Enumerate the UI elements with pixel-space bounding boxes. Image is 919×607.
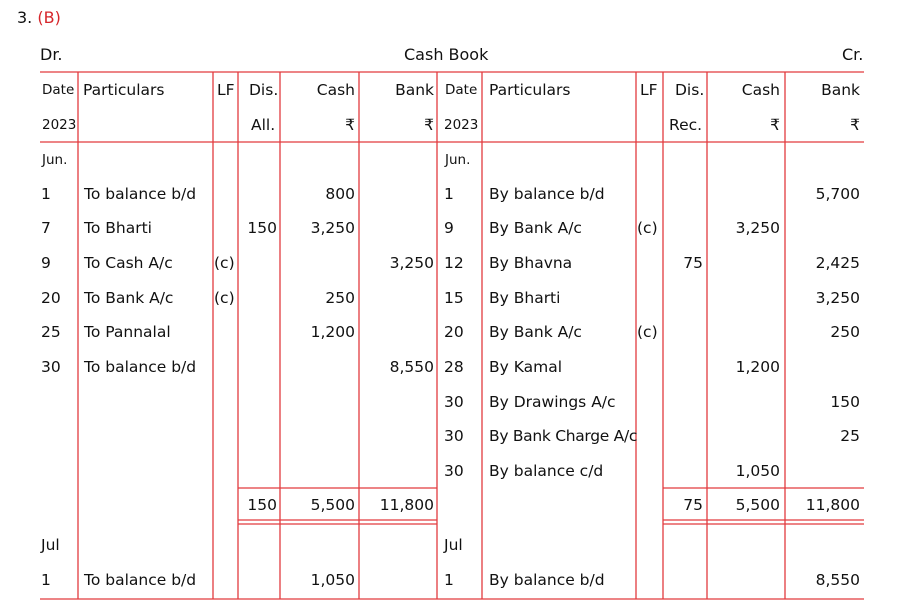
credit-header-year: 2023 [444,117,479,133]
credit-total-bank: 11,800 [805,496,860,514]
debit-row-lf: (c) [214,254,235,272]
debit-header-cash: Cash [316,81,355,99]
debit-header-bank: Bank [395,81,434,99]
credit-opening-bank: 8,550 [815,571,860,589]
debit-row-date: 9 [41,254,51,272]
credit-row-particulars: By Drawings A/c [489,393,616,411]
credit-row-cash: 3,250 [735,219,780,237]
debit-header-particulars: Particulars [83,81,165,99]
credit-row-particulars: By Bank A/c [489,323,582,341]
credit-header-dis-sub: Rec. [669,116,703,134]
debit-row-cash: 800 [325,185,355,203]
debit-total-dis: 150 [247,496,277,514]
credit-row-date: 30 [444,427,464,445]
credit-header-lf: LF [640,81,658,99]
credit-row-particulars: By balance b/d [489,185,605,203]
debit-header-cash-rupee: ₹ [345,116,355,134]
debit-header-lf: LF [217,81,235,99]
credit-row-particulars: By Bank Charge A/c [489,427,638,445]
debit-total-bank: 11,800 [379,496,434,514]
debit-row-particulars: To balance b/d [84,185,197,203]
credit-row-date: 1 [444,185,454,203]
debit-opening-date: 1 [41,571,51,589]
debit-row-cash: 1,200 [310,323,355,341]
answer-label: (B) [37,8,61,27]
credit-row-date: 9 [444,219,454,237]
debit-row-cash: 250 [325,289,355,307]
question-label: 3. [17,8,33,27]
credit-row-date: 20 [444,323,464,341]
cr-label: Cr. [842,45,864,64]
debit-row-lf: (c) [214,289,235,307]
credit-row-particulars: By balance c/d [489,462,604,480]
debit-row-date: 30 [41,358,61,376]
debit-header-year: 2023 [42,117,77,133]
credit-month: Jun. [445,152,471,168]
credit-row-particulars: By Bharti [489,289,561,307]
debit-opening-cash: 1,050 [310,571,355,589]
credit-row-bank: 25 [840,427,860,445]
debit-header-dis: Dis. [249,81,279,99]
credit-opening-particulars: By balance b/d [489,571,605,589]
debit-row-bank: 3,250 [389,254,434,272]
credit-row-particulars: By Bank A/c [489,219,582,237]
credit-row-bank: 250 [830,323,860,341]
debit-row-particulars: To Cash A/c [84,254,173,272]
debit-next-month: Jul [41,536,60,554]
credit-next-month: Jul [444,536,463,554]
credit-header-dis: Dis. [675,81,705,99]
credit-row-lf: (c) [637,323,658,341]
credit-row-date: 30 [444,393,464,411]
credit-row-particulars: By Kamal [489,358,563,376]
debit-row-particulars: To Bharti [84,219,152,237]
debit-row-date: 25 [41,323,61,341]
debit-row-particulars: To Bank A/c [84,289,174,307]
debit-row-date: 20 [41,289,61,307]
debit-row-particulars: To Pannalal [84,323,171,341]
debit-header-dis-sub: All. [251,116,276,134]
credit-total-cash: 5,500 [735,496,780,514]
debit-row-dis: 150 [247,219,277,237]
debit-opening-particulars: To balance b/d [84,571,197,589]
credit-row-dis: 75 [683,254,703,272]
credit-row-date: 12 [444,254,464,272]
credit-header-date: Date [445,82,478,98]
credit-row-bank: 5,700 [815,185,860,203]
credit-row-cash: 1,050 [735,462,780,480]
credit-header-bank: Bank [821,81,860,99]
credit-total-dis: 75 [683,496,703,514]
debit-row-particulars: To balance b/d [84,358,197,376]
debit-row-bank: 8,550 [389,358,434,376]
debit-row-date: 7 [41,219,51,237]
debit-row-date: 1 [41,185,51,203]
debit-row-cash: 3,250 [310,219,355,237]
cash-book-title: Cash Book [404,45,489,64]
credit-row-cash: 1,200 [735,358,780,376]
dr-label: Dr. [40,45,63,64]
credit-row-date: 15 [444,289,464,307]
debit-header-bank-rupee: ₹ [424,116,434,134]
credit-row-bank: 150 [830,393,860,411]
debit-total-cash: 5,500 [310,496,355,514]
credit-header-particulars: Particulars [489,81,571,99]
credit-header-cash: Cash [741,81,780,99]
credit-row-particulars: By Bhavna [489,254,573,272]
credit-row-date: 30 [444,462,464,480]
debit-month: Jun. [42,152,68,168]
credit-row-date: 28 [444,358,464,376]
credit-opening-date: 1 [444,571,454,589]
credit-row-bank: 2,425 [815,254,860,272]
credit-header-bank-rupee: ₹ [850,116,860,134]
credit-row-bank: 3,250 [815,289,860,307]
debit-header-date: Date [42,82,75,98]
credit-row-lf: (c) [637,219,658,237]
credit-header-cash-rupee: ₹ [770,116,780,134]
